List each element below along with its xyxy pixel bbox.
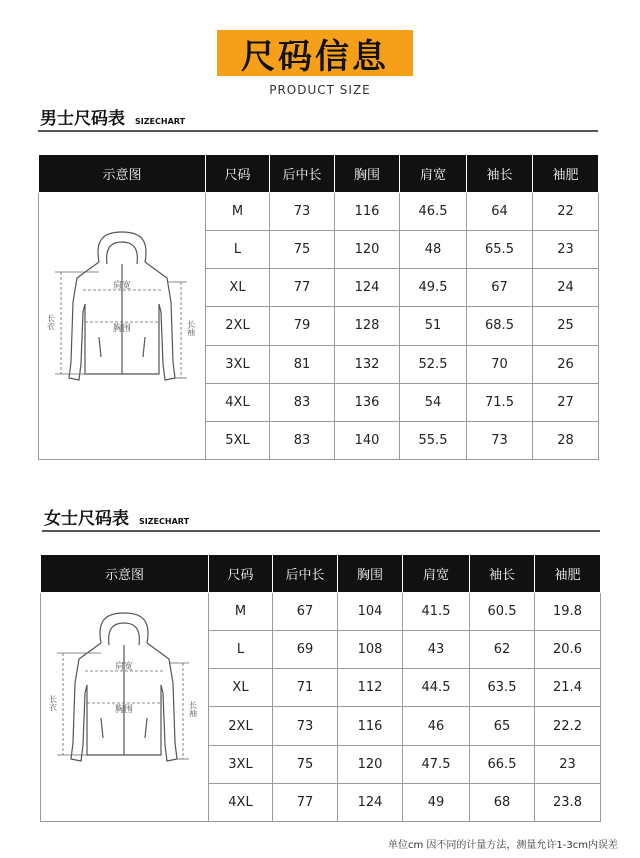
size-cell: M: [209, 593, 273, 631]
measurement-cell: 55.5: [400, 421, 467, 459]
measurement-note: 单位cm 因不同的计量方法，测量允许1-3cm内误差: [388, 840, 618, 851]
measurement-cell: 83: [270, 421, 335, 459]
measurement-cell: 116: [338, 707, 403, 745]
measurement-cell: 27: [533, 383, 599, 421]
column-header: 肩宽: [403, 555, 470, 593]
measurement-cell: 68: [470, 783, 535, 821]
size-cell: L: [209, 631, 273, 669]
measurement-cell: 108: [338, 631, 403, 669]
measurement-cell: 23: [535, 745, 601, 783]
size-cell: L: [206, 231, 270, 269]
measurement-cell: 63.5: [470, 669, 535, 707]
measurement-cell: 23: [533, 231, 599, 269]
measurement-cell: 67: [273, 593, 338, 631]
size-cell: 2XL: [206, 307, 270, 345]
measurement-cell: 49.5: [400, 269, 467, 307]
column-header: 胸围: [335, 155, 400, 193]
jacket-diagram: [39, 193, 205, 459]
size-cell: M: [206, 193, 270, 231]
sleeve-length-label: 长袖: [186, 320, 196, 336]
measurement-cell: 48: [400, 231, 467, 269]
measurement-cell: 83: [270, 383, 335, 421]
column-header: 肩宽: [400, 155, 467, 193]
column-header: 袖肥: [535, 555, 601, 593]
measurement-cell: 128: [335, 307, 400, 345]
page-subtitle: PRODUCT SIZE: [269, 83, 371, 97]
men-section-title: [40, 104, 185, 129]
column-header: 袖长: [470, 555, 535, 593]
measurement-cell: 75: [270, 231, 335, 269]
table-row: [39, 193, 599, 231]
sleeve-length-label: 长袖: [188, 701, 198, 717]
size-cell: XL: [206, 269, 270, 307]
table-row: [41, 593, 601, 631]
men-title-en: SIZECHART: [135, 117, 186, 126]
measurement-cell: 140: [335, 421, 400, 459]
measurement-cell: 49: [403, 783, 470, 821]
column-header: 尺码: [209, 555, 273, 593]
size-cell: 4XL: [209, 783, 273, 821]
women-divider: [42, 530, 600, 532]
women-header-row: [41, 555, 601, 593]
size-cell: 5XL: [206, 421, 270, 459]
measurement-cell: 70: [467, 345, 533, 383]
measurement-cell: 65.5: [467, 231, 533, 269]
women-title: 女士尺码表: [44, 509, 129, 529]
measurement-cell: 77: [273, 783, 338, 821]
measurement-cell: 104: [338, 593, 403, 631]
measurement-cell: 136: [335, 383, 400, 421]
title-banner: [217, 30, 413, 76]
chest-label: 胸围: [112, 324, 132, 334]
column-header: 尺码: [206, 155, 270, 193]
women-title-en: SIZECHART: [139, 517, 190, 526]
size-cell: XL: [209, 669, 273, 707]
measurement-cell: 44.5: [403, 669, 470, 707]
measurement-cell: 54: [400, 383, 467, 421]
size-cell: 3XL: [206, 345, 270, 383]
measurement-cell: 77: [270, 269, 335, 307]
measurement-cell: 120: [338, 745, 403, 783]
men-size-table: [38, 154, 599, 460]
measurement-cell: 46: [403, 707, 470, 745]
measurement-cell: 116: [335, 193, 400, 231]
measurement-cell: 73: [273, 707, 338, 745]
measurement-cell: 20.6: [535, 631, 601, 669]
body-length-label: 长衣: [48, 695, 58, 711]
body-length-label: 长衣: [46, 314, 56, 330]
measurement-cell: 64: [467, 193, 533, 231]
measurement-cell: 24: [533, 269, 599, 307]
measurement-cell: 22.2: [535, 707, 601, 745]
measurement-cell: 112: [338, 669, 403, 707]
measurement-cell: 73: [467, 421, 533, 459]
column-header: 示意图: [39, 155, 206, 193]
measurement-cell: 68.5: [467, 307, 533, 345]
measurement-cell: 47.5: [403, 745, 470, 783]
men-header-row: [39, 155, 599, 193]
measurement-cell: 60.5: [470, 593, 535, 631]
measurement-cell: 41.5: [403, 593, 470, 631]
measurement-cell: 73: [270, 193, 335, 231]
measurement-cell: 71.5: [467, 383, 533, 421]
measurement-cell: 65: [470, 707, 535, 745]
diagram-cell: [39, 193, 206, 460]
page-title: 尺码信息: [241, 36, 389, 77]
measurement-cell: 75: [273, 745, 338, 783]
column-header: 示意图: [41, 555, 209, 593]
women-size-table: [40, 554, 601, 822]
measurement-cell: 62: [470, 631, 535, 669]
measurement-cell: 21.4: [535, 669, 601, 707]
measurement-cell: 43: [403, 631, 470, 669]
size-cell: 3XL: [209, 745, 273, 783]
women-section-title: [44, 504, 189, 529]
measurement-cell: 25: [533, 307, 599, 345]
men-divider: [38, 130, 598, 132]
measurement-cell: 71: [273, 669, 338, 707]
measurement-cell: 120: [335, 231, 400, 269]
jacket-diagram: [41, 593, 207, 821]
measurement-cell: 19.8: [535, 593, 601, 631]
shoulder-label: 肩宽: [112, 281, 132, 291]
measurement-cell: 132: [335, 345, 400, 383]
column-header: 袖长: [467, 155, 533, 193]
chest-label: 胸围: [114, 705, 134, 715]
column-header: 后中长: [270, 155, 335, 193]
measurement-cell: 26: [533, 345, 599, 383]
men-title: 男士尺码表: [40, 109, 125, 129]
measurement-cell: 52.5: [400, 345, 467, 383]
measurement-cell: 28: [533, 421, 599, 459]
measurement-cell: 69: [273, 631, 338, 669]
diagram-cell: [41, 593, 209, 822]
size-cell: 4XL: [206, 383, 270, 421]
measurement-cell: 51: [400, 307, 467, 345]
measurement-cell: 66.5: [470, 745, 535, 783]
measurement-cell: 81: [270, 345, 335, 383]
measurement-cell: 124: [338, 783, 403, 821]
measurement-cell: 124: [335, 269, 400, 307]
shoulder-label: 肩宽: [114, 662, 134, 672]
measurement-cell: 22: [533, 193, 599, 231]
measurement-cell: 46.5: [400, 193, 467, 231]
column-header: 袖肥: [533, 155, 599, 193]
size-cell: 2XL: [209, 707, 273, 745]
measurement-cell: 67: [467, 269, 533, 307]
measurement-cell: 23.8: [535, 783, 601, 821]
measurement-cell: 79: [270, 307, 335, 345]
column-header: 后中长: [273, 555, 338, 593]
column-header: 胸围: [338, 555, 403, 593]
